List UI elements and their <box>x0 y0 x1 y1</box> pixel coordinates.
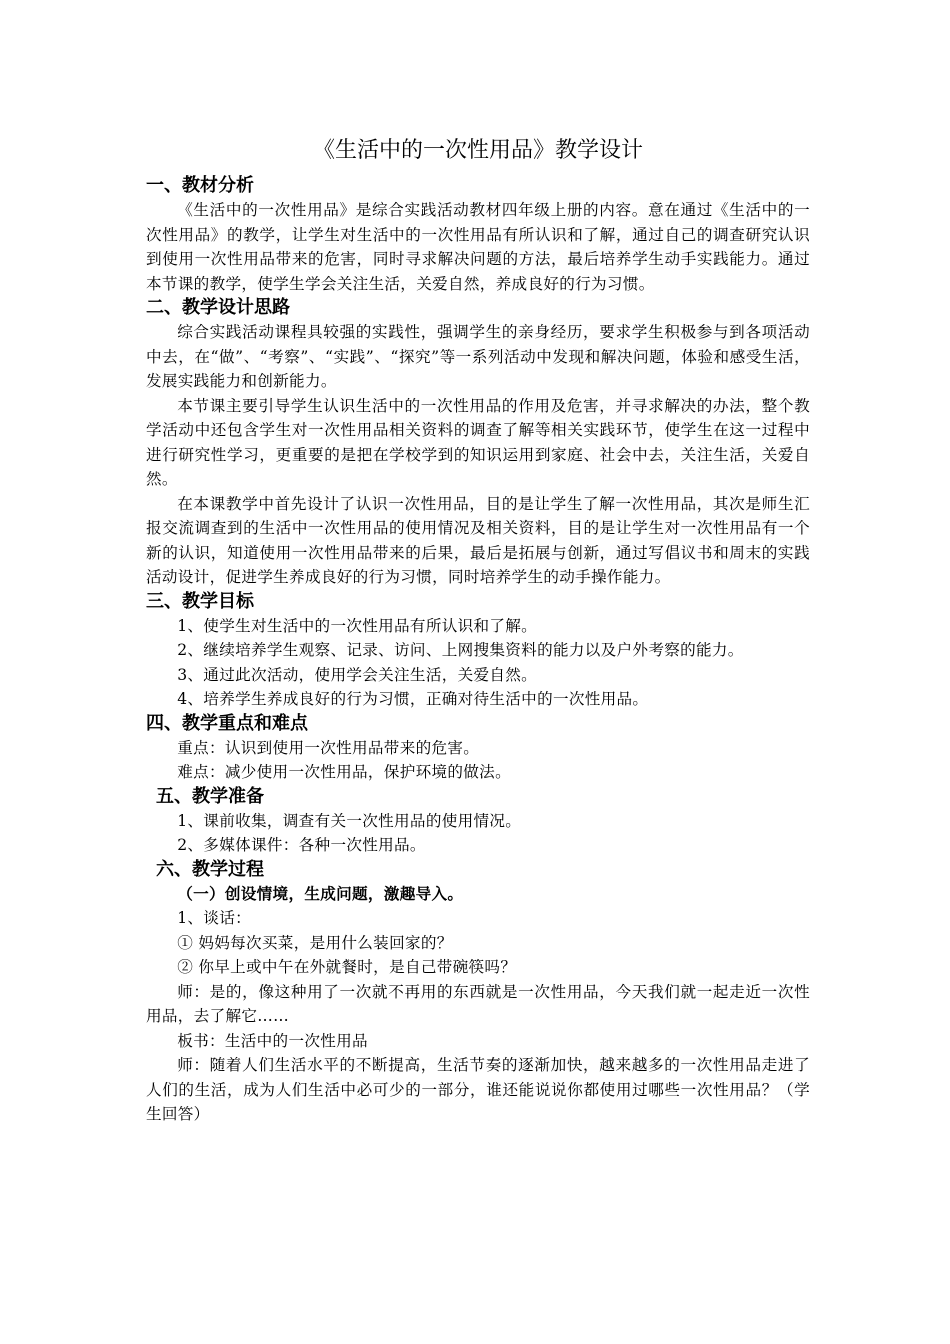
paragraph: 师：是的，像这种用了一次就不再用的东西就是一次性用品，今天我们就一起走近一次性用品，去了解它…… <box>146 982 810 1025</box>
paragraph: 综合实践活动课程具较强的实践性，强调学生的亲身经历，要求学生积极参与到各项活动中去，在“做”、“考察”、“实践”、“探究”等一系列活动中发现和解决问题，体验和感受生活，发展实践能力和创新能力。 <box>146 323 810 390</box>
paragraph: 《生活中的一次性用品》是综合实践活动教材四年级上册的内容。意在通过《生活中的一次性用品》的教学，让学生对生活中的一次性用品有所认识和了解，通过自己的调查研究认识到使用一次性用品带来的危害，同时寻求解决问题的方法，最后培养学生动手实践能力。通过本节课的教学，使学生学会关注生活，关爱自然，养成良好的行为习惯。 <box>146 201 810 293</box>
paragraph: 1、使学生对生活中的一次性用品有所认识和了解。 <box>177 616 538 635</box>
paragraph: 2、多媒体课件：各种一次性用品。 <box>177 836 426 854</box>
section-heading-goals: 三、教学目标 <box>146 590 254 612</box>
paragraph: 3、通过此次活动，使用学会关注生活，关爱自然。 <box>177 665 538 684</box>
section-heading-preparation: 五、教学准备 <box>156 785 264 807</box>
document-page <box>146 132 810 1127</box>
section-heading-key-points: 四、教学重点和难点 <box>146 712 308 734</box>
paragraph: 师：随着人们生活水平的不断提高，生活节奏的逐渐加快，越来越多的一次性用品走进了人们的生活，成为人们生活中必可少的一部分，谁还能说说你都使用过哪些一次性用品？（学生回答） <box>146 1056 810 1123</box>
paragraph: 1、课前收集，调查有关一次性用品的使用情况。 <box>177 811 522 830</box>
paragraph: 本节课主要引导学生认识生活中的一次性用品的作用及危害，并寻求解决的办法，整个教学活动中还包含学生对一次性用品相关资料的调查了解等相关实践环节，使学生在这一过程中进行研究性学习，更重要的是把在学校学到的知识运用到家庭、社会中去，关注生活，关爱自然。 <box>146 396 810 488</box>
subsection-heading: （一）创设情境，生成问题，激趣导入。 <box>177 884 464 903</box>
paragraph: 难点：减少使用一次性用品，保护环境的做法。 <box>177 763 511 781</box>
paragraph: 2、继续培养学生观察、记录、访问、上网搜集资料的能力以及户外考察的能力。 <box>177 641 744 659</box>
paragraph: 1、谈话： <box>177 909 251 927</box>
section-heading-analysis: 一、教材分析 <box>146 175 254 196</box>
paragraph: 重点：认识到使用一次性用品带来的危害。 <box>177 738 480 757</box>
document-title: 《生活中的一次性用品》教学设计 <box>312 138 643 163</box>
paragraph: 4、培养学生养成良好的行为习惯，正确对待生活中的一次性用品。 <box>177 690 649 708</box>
paragraph: ① 妈妈每次买菜，是用什么装回家的？ <box>177 933 453 952</box>
paragraph: 在本课教学中首先设计了认识一次性用品，目的是让学生了解一次性用品，其次是师生汇报交流调查到的生活中一次性用品的使用情况及相关资料，目的是让学生对一次性用品有一个新的认识，知道使用一次性用品带来的后果，最后是拓展与创新，通过写倡议书和周末的实践活动设计，促进学生养成良好的行为习惯，同时培养学生的动手操作能力。 <box>146 494 810 586</box>
paragraph: ② 你早上或中午在外就餐时，是自己带碗筷吗？ <box>177 958 517 976</box>
section-heading-process: 六、教学过程 <box>156 858 264 880</box>
section-heading-design: 二、教学设计思路 <box>146 297 290 318</box>
paragraph: 板书：生活中的一次性用品 <box>177 1031 368 1050</box>
